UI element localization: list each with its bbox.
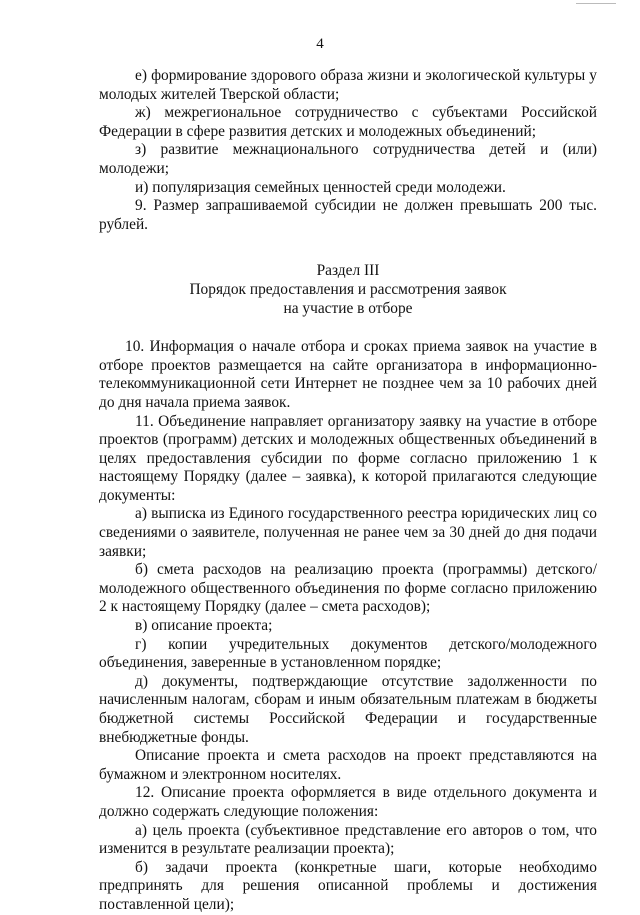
- paragraph-z: з) развитие межнационального сотрудничества детей и (или) молодежи;: [99, 141, 597, 177]
- paragraph-zh: ж) межрегиональное сотрудничество с субъектами Российской Федерации в сфере развития детских и молодежных объединений;: [99, 104, 597, 140]
- paragraph-description-note: Описание проекта и смета расходов на проект представляются на бумажном и электронном носителях.: [99, 747, 597, 783]
- paragraph-9: 9. Размер запрашиваемой субсидии не должен превышать 200 тыс. рублей.: [99, 197, 597, 233]
- section-subtitle-2: на участие в отборе: [283, 299, 413, 317]
- corner-mark: [576, 0, 616, 4]
- paragraph-i: и) популяризация семейных ценностей среди молодежи.: [135, 178, 506, 196]
- paragraph-11: 11. Объединение направляет организатору заявку на участие в отборе проектов (программ) детских и молодежных общественных объединений в целях предоставления субсидии по форме согласно приложению 1 к настоящему Порядку (далее – заявка), к которой прилагаются следующие документы:: [99, 412, 597, 504]
- paragraph-11-g: г) копии учредительных документов детского/молодежного объединения, заверенные в установленном порядке;: [99, 635, 597, 672]
- paragraph-12: 12. Описание проекта оформляется в виде отдельного документа и должно содержать следующие положения:: [99, 784, 597, 820]
- paragraph-10: 10. Информация о начале отбора и сроках приема заявок на участие в отборе проектов размещается на сайте организатора в информационно-телекоммуникационной сети Интернет не позднее чем за 10 рабочих дней до дня начала приема заявок.: [99, 338, 597, 411]
- paragraph-12-b: б) задачи проекта (конкретные шаги, которые необходимо предпринять для решения описанной проблемы и достижения поставленной цели);: [99, 858, 597, 913]
- paragraph-e: е) формирование здорового образа жизни и экологической культуры у молодых жителей Тверской области;: [99, 67, 597, 103]
- page-number: 4: [316, 36, 324, 52]
- paragraph-11-b: б) смета расходов на реализацию проекта (программы) детского/молодежного общественного объединения по форме согласно приложению 2 к настоящему Порядку (далее – смета расходов);: [99, 561, 597, 616]
- paragraph-11-v: в) описание проекта;: [135, 617, 273, 635]
- document-body: [99, 67, 597, 915]
- section-subtitle-1: Порядок предоставления и рассмотрения заявок: [189, 280, 507, 298]
- section-title: Раздел III: [316, 262, 380, 280]
- paragraph-11-d: д) документы, подтверждающие отсутствие задолженности по начисленным налогам, сборам и иным обязательным платежам в бюджеты бюджетной системы Российской Федерации и государственные внебюджетные фонды.: [99, 672, 597, 746]
- paragraph-12-a: а) цель проекта (субъективное представление его авторов о том, что изменится в результате реализации проекта);: [99, 821, 597, 858]
- paragraph-11-a: а) выписка из Единого государственного реестра юридических лиц со сведениями о заявителе, полученная не ранее чем за 30 дней до дня подачи заявки;: [99, 505, 597, 560]
- section-heading: [99, 262, 597, 318]
